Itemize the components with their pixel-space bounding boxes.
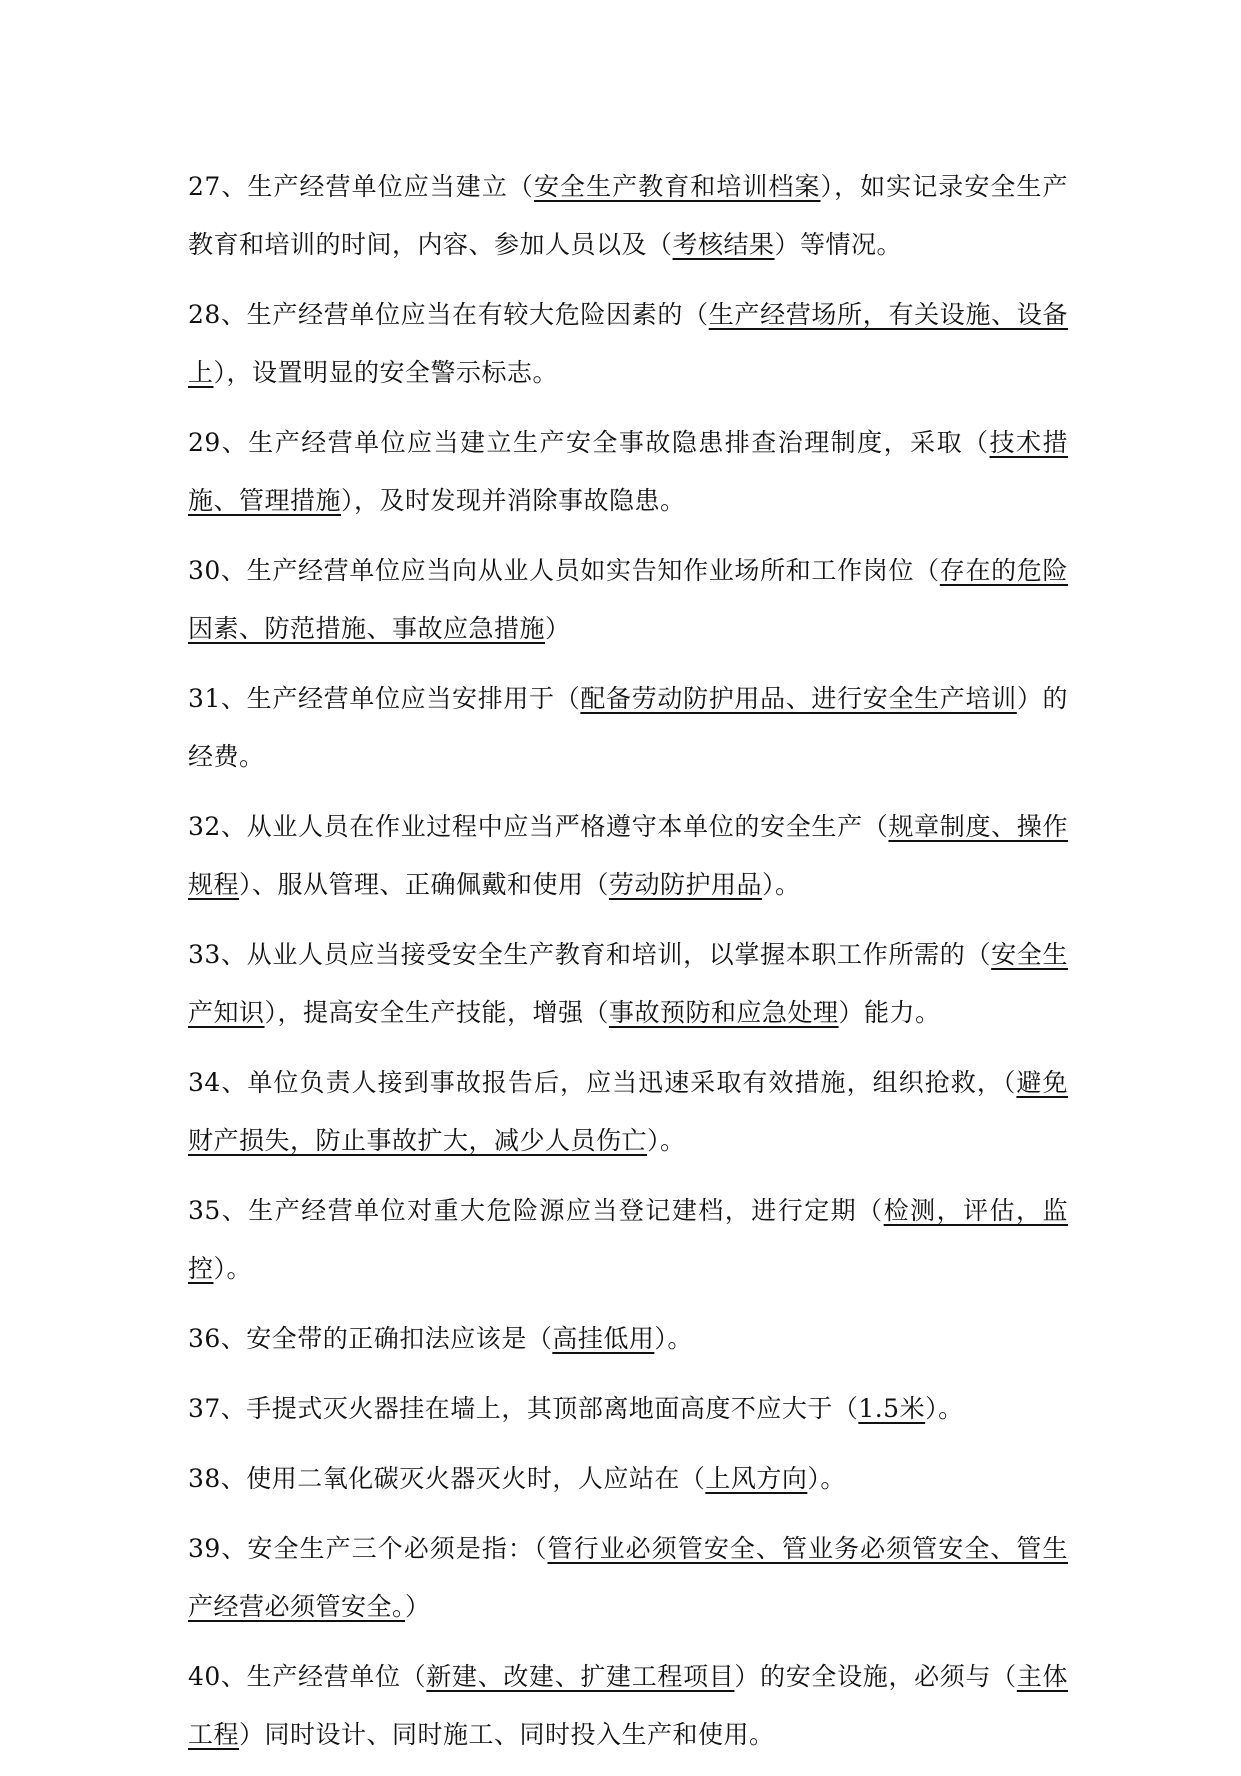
answer-text: 劳动防护用品: [609, 870, 763, 899]
question-text: ），及时发现并消除事故隐患。: [341, 486, 686, 515]
question-text: ）。: [647, 1126, 686, 1155]
question-item: [188, 158, 1068, 274]
answer-text: 检测，评估，监控: [188, 1196, 1068, 1283]
question-text: 31、生产经营单位应当安排用于（: [188, 684, 581, 713]
question-text: ），提高安全生产技能，增强（: [264, 998, 610, 1027]
question-text: 27、生产经营单位应当建立（: [188, 172, 534, 201]
question-text: ），设置明显的安全警示标志。: [213, 358, 559, 387]
question-text: 34、单位负责人接到事故报告后，应当迅速采取有效措施，组织抢救，（: [188, 1068, 1017, 1097]
question-text: ）同时设计、同时施工、同时投入生产和使用。: [239, 1720, 775, 1749]
question-text: ），如实记录安全生产教育和培训的时间，内容、参加人员以及（: [188, 172, 1068, 259]
question-text: ）的安全设施，必须与（: [734, 1662, 1017, 1691]
question-item: [188, 1054, 1068, 1170]
question-item: [188, 1520, 1068, 1636]
answer-text: 生产经营场所，有关设施、设备上: [188, 300, 1068, 387]
question-item: [188, 670, 1068, 786]
question-item: [188, 1182, 1068, 1298]
question-text: 32、从业人员在作业过程中应当严格遵守本单位的安全生产（: [188, 812, 889, 841]
question-text: ）。: [654, 1324, 693, 1353]
answer-text: 配备劳动防护用品、进行安全生产培训: [580, 684, 1017, 713]
question-text: 40、生产经营单位（: [188, 1662, 427, 1691]
question-text: 35、生产经营单位对重大危险源应当登记建档，进行定期（: [188, 1196, 884, 1225]
answer-text: 规章制度、操作规程: [188, 812, 1068, 899]
question-text: ）的经费。: [188, 684, 1068, 771]
question-text: 37、手提式灭火器挂在墙上，其顶部离地面高度不应大于（: [188, 1394, 859, 1423]
question-text: 30、生产经营单位应当向从业人员如实告知作业场所和工作岗位（: [188, 556, 940, 585]
answer-text: 避免财产损失，防止事故扩大，减少人员伤亡: [188, 1068, 1068, 1155]
question-text: 36、安全带的正确扣法应该是（: [188, 1324, 553, 1353]
question-text: ）: [545, 614, 571, 643]
answer-text: 新建、改建、扩建工程项目: [426, 1662, 735, 1691]
answer-text: 上风方向: [705, 1464, 808, 1493]
answer-text: 存在的危险因素、防范措施、事故应急措施: [188, 556, 1068, 643]
question-text: ）。: [213, 1254, 253, 1283]
question-text: 39、安全生产三个必须是指：（: [188, 1534, 548, 1563]
question-item: [188, 1380, 1068, 1438]
answer-text: 主体工程: [188, 1662, 1068, 1749]
question-item: [188, 1450, 1068, 1508]
answer-text: 管行业必须管安全、管业务必须管安全、管生产经营必须管安全。: [188, 1534, 1068, 1621]
question-text: 38、使用二氧化碳灭火器灭火时，人应站在（: [188, 1464, 706, 1493]
question-item: [188, 286, 1068, 402]
answer-text: 安全生产教育和培训档案: [533, 172, 821, 201]
question-text: 33、从业人员应当接受安全生产教育和培训，以掌握本职工作所需的（: [188, 940, 992, 969]
question-text: ）、服从管理、正确佩戴和使用（: [239, 870, 610, 899]
question-item: [188, 1310, 1068, 1368]
question-list: [188, 158, 1068, 1764]
question-item: [188, 926, 1068, 1042]
answer-text: 技术措施、管理措施: [188, 428, 1068, 515]
answer-text: 1.5米: [858, 1394, 926, 1423]
answer-text: 高挂低用: [552, 1324, 655, 1353]
question-item: [188, 542, 1068, 658]
question-text: ）能力。: [838, 998, 941, 1027]
question-item: [188, 414, 1068, 530]
question-text: ）: [405, 1592, 431, 1621]
answer-text: 事故预防和应急处理: [609, 998, 839, 1027]
question-text: 29、生产经营单位应当建立生产安全事故隐患排查治理制度，采取（: [188, 428, 990, 457]
document-page: [188, 158, 1068, 1776]
question-item: [188, 1648, 1068, 1764]
answer-text: 考核结果: [672, 230, 775, 259]
question-item: [188, 798, 1068, 914]
answer-text: 安全生产知识: [188, 940, 1068, 1027]
question-text: ）。: [925, 1394, 964, 1423]
question-text: 28、生产经营单位应当在有较大危险因素的（: [188, 300, 709, 329]
question-text: ）。: [807, 1464, 846, 1493]
question-text: ）等情况。: [774, 230, 903, 259]
question-text: ）。: [762, 870, 801, 899]
